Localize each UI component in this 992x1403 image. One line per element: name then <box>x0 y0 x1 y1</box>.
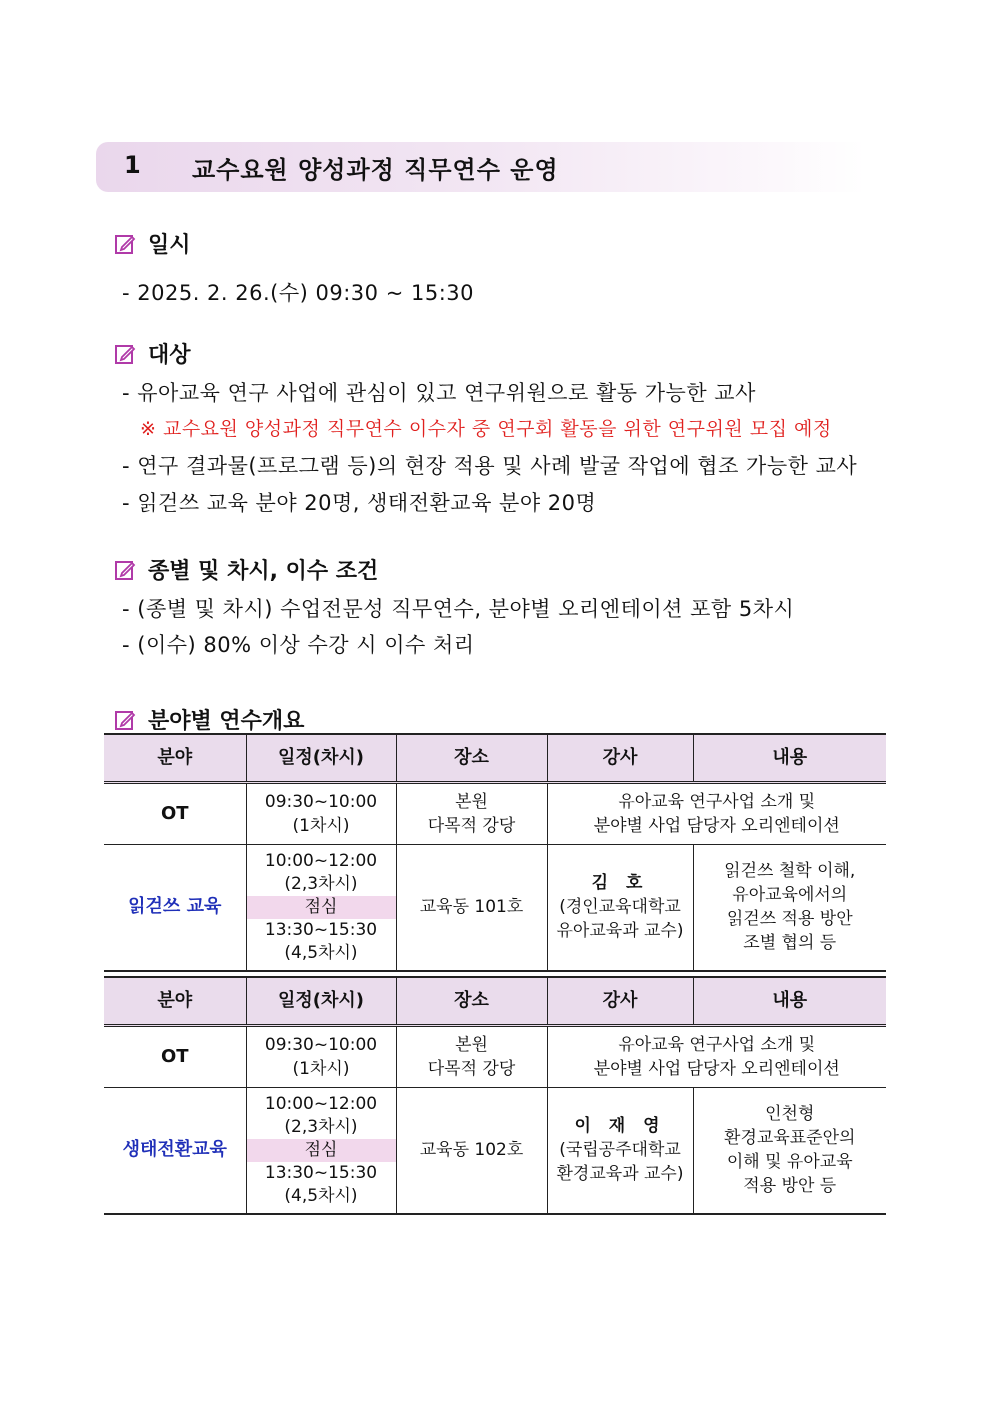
training-table-2 <box>104 976 886 1215</box>
schedule-cell <box>246 845 396 971</box>
schedule-session: (4,5차시) <box>284 1185 358 1206</box>
place-line: 다목적 강당 <box>427 816 516 836</box>
content-line: 읽걷쓰 적용 방안 <box>726 909 853 930</box>
schedule-session: (1차시) <box>292 816 350 836</box>
header-content: 내용 <box>693 734 886 783</box>
header-lecturer: 강사 <box>547 734 693 783</box>
header-field: 분야 <box>104 977 246 1026</box>
table-row-main <box>104 1088 886 1214</box>
target-line-1: - 유아교육 연구 사업에 관심이 있고 연구위원으로 활동 가능한 교사 <box>122 381 756 405</box>
schedule-time: 13:30~15:30 <box>264 1162 378 1183</box>
content-line: 분야별 사업 담당자 오리엔테이션 <box>593 816 840 836</box>
edit-note-icon <box>114 343 136 365</box>
table-row-main <box>104 845 886 971</box>
table-header-row <box>104 977 886 1026</box>
schedule-time: 09:30~10:00 <box>264 1035 378 1055</box>
conditions-line-2: - (이수) 80% 이상 수강 시 이수 처리 <box>122 633 475 657</box>
place-line: 본원 <box>455 792 488 812</box>
content-line: 환경교육표준안의 <box>724 1128 856 1149</box>
field-cell: 생태전환교육 <box>104 1088 246 1214</box>
place-cell: 교육동 102호 <box>396 1088 547 1214</box>
schedule-time: 10:00~12:00 <box>264 1093 378 1114</box>
place-cell: 교육동 101호 <box>396 845 547 971</box>
page-title: 교수요원 양성과정 직무연수 운영 <box>192 156 559 184</box>
schedule-time: 10:00~12:00 <box>264 850 378 871</box>
date-line: - 2025. 2. 26.(수) 09:30 ~ 15:30 <box>122 281 474 305</box>
table-row-ot <box>104 1026 886 1088</box>
schedule-cell <box>246 783 396 845</box>
edit-note-icon <box>114 559 136 581</box>
lunch-label: 점심 <box>247 896 396 919</box>
lecturer-name: 김 호 <box>591 873 649 894</box>
header-schedule: 일정(차시) <box>246 977 396 1026</box>
edit-note-icon <box>114 233 136 255</box>
section-heading-label: 대상 <box>148 343 191 368</box>
content-cell <box>693 1088 886 1214</box>
edit-note-icon <box>114 709 136 731</box>
table-header-row <box>104 734 886 783</box>
content-cell <box>547 1026 886 1088</box>
schedule-time: 13:30~15:30 <box>264 919 378 940</box>
content-line: 분야별 사업 담당자 오리엔테이션 <box>593 1059 840 1079</box>
header-place: 장소 <box>396 977 547 1026</box>
content-line: 유아교육 연구사업 소개 및 <box>618 1035 816 1055</box>
training-table-1 <box>104 733 886 972</box>
section-heading-label: 일시 <box>148 233 191 258</box>
target-line-3: - 읽걷쓰 교육 분야 20명, 생태전환교육 분야 20명 <box>122 491 597 515</box>
content-cell <box>693 845 886 971</box>
section-heading-label: 종별 및 차시, 이수 조건 <box>148 559 379 584</box>
content-line: 적용 방안 등 <box>743 1176 837 1197</box>
content-line: 읽걷쓰 철학 이해, <box>724 861 856 882</box>
section-heading-overview <box>114 704 304 735</box>
content-line: 유아교육 연구사업 소개 및 <box>618 792 816 812</box>
header-place: 장소 <box>396 734 547 783</box>
target-note: ※ 교수요원 양성과정 직무연수 이수자 중 연구회 활동을 위한 연구위원 모집 예정 <box>140 418 832 440</box>
place-cell <box>396 1026 547 1088</box>
schedule-cell <box>246 1088 396 1214</box>
lecturer-affiliation: (경인교육대학교 <box>559 897 681 918</box>
content-line: 유아교육에서의 <box>732 885 848 906</box>
schedule-cell <box>246 1026 396 1088</box>
lunch-label: 점심 <box>247 1139 396 1162</box>
field-cell: OT <box>104 783 246 845</box>
place-line: 다목적 강당 <box>427 1059 516 1079</box>
schedule-session: (4,5차시) <box>284 942 358 963</box>
section-heading-label: 분야별 연수개요 <box>148 709 305 734</box>
title-number: 1 <box>124 151 141 179</box>
header-field: 분야 <box>104 734 246 783</box>
target-line-2: - 연구 결과물(프로그램 등)의 현장 적용 및 사례 발굴 작업에 협조 가능한 교사 <box>122 454 858 478</box>
lecturer-affiliation: (국립공주대학교 <box>559 1140 681 1161</box>
header-schedule: 일정(차시) <box>246 734 396 783</box>
schedule-session: (1차시) <box>292 1059 350 1079</box>
conditions-line-1: - (종별 및 차시) 수업전문성 직무연수, 분야별 오리엔테이션 포함 5차시 <box>122 597 795 621</box>
table-row-ot <box>104 783 886 845</box>
header-lecturer: 강사 <box>547 977 693 1026</box>
content-line: 조별 협의 등 <box>743 933 837 954</box>
place-cell <box>396 783 547 845</box>
lecturer-affiliation: 유아교육과 교수) <box>556 921 684 942</box>
section-heading-target <box>114 338 191 369</box>
lecturer-cell <box>547 845 693 971</box>
content-line: 이해 및 유아교육 <box>726 1152 853 1173</box>
header-content: 내용 <box>693 977 886 1026</box>
content-cell <box>547 783 886 845</box>
section-heading-date <box>114 228 191 259</box>
schedule-session: (2,3차시) <box>284 873 358 894</box>
lecturer-affiliation: 환경교육과 교수) <box>556 1164 684 1185</box>
schedule-session: (2,3차시) <box>284 1116 358 1137</box>
place-line: 본원 <box>455 1035 488 1055</box>
section-heading-conditions <box>114 554 378 585</box>
field-cell: 읽걷쓰 교육 <box>104 845 246 971</box>
lecturer-name: 이 재 영 <box>574 1116 666 1137</box>
field-cell: OT <box>104 1026 246 1088</box>
schedule-time: 09:30~10:00 <box>264 792 378 812</box>
content-line: 인천형 <box>765 1104 815 1125</box>
lecturer-cell <box>547 1088 693 1214</box>
